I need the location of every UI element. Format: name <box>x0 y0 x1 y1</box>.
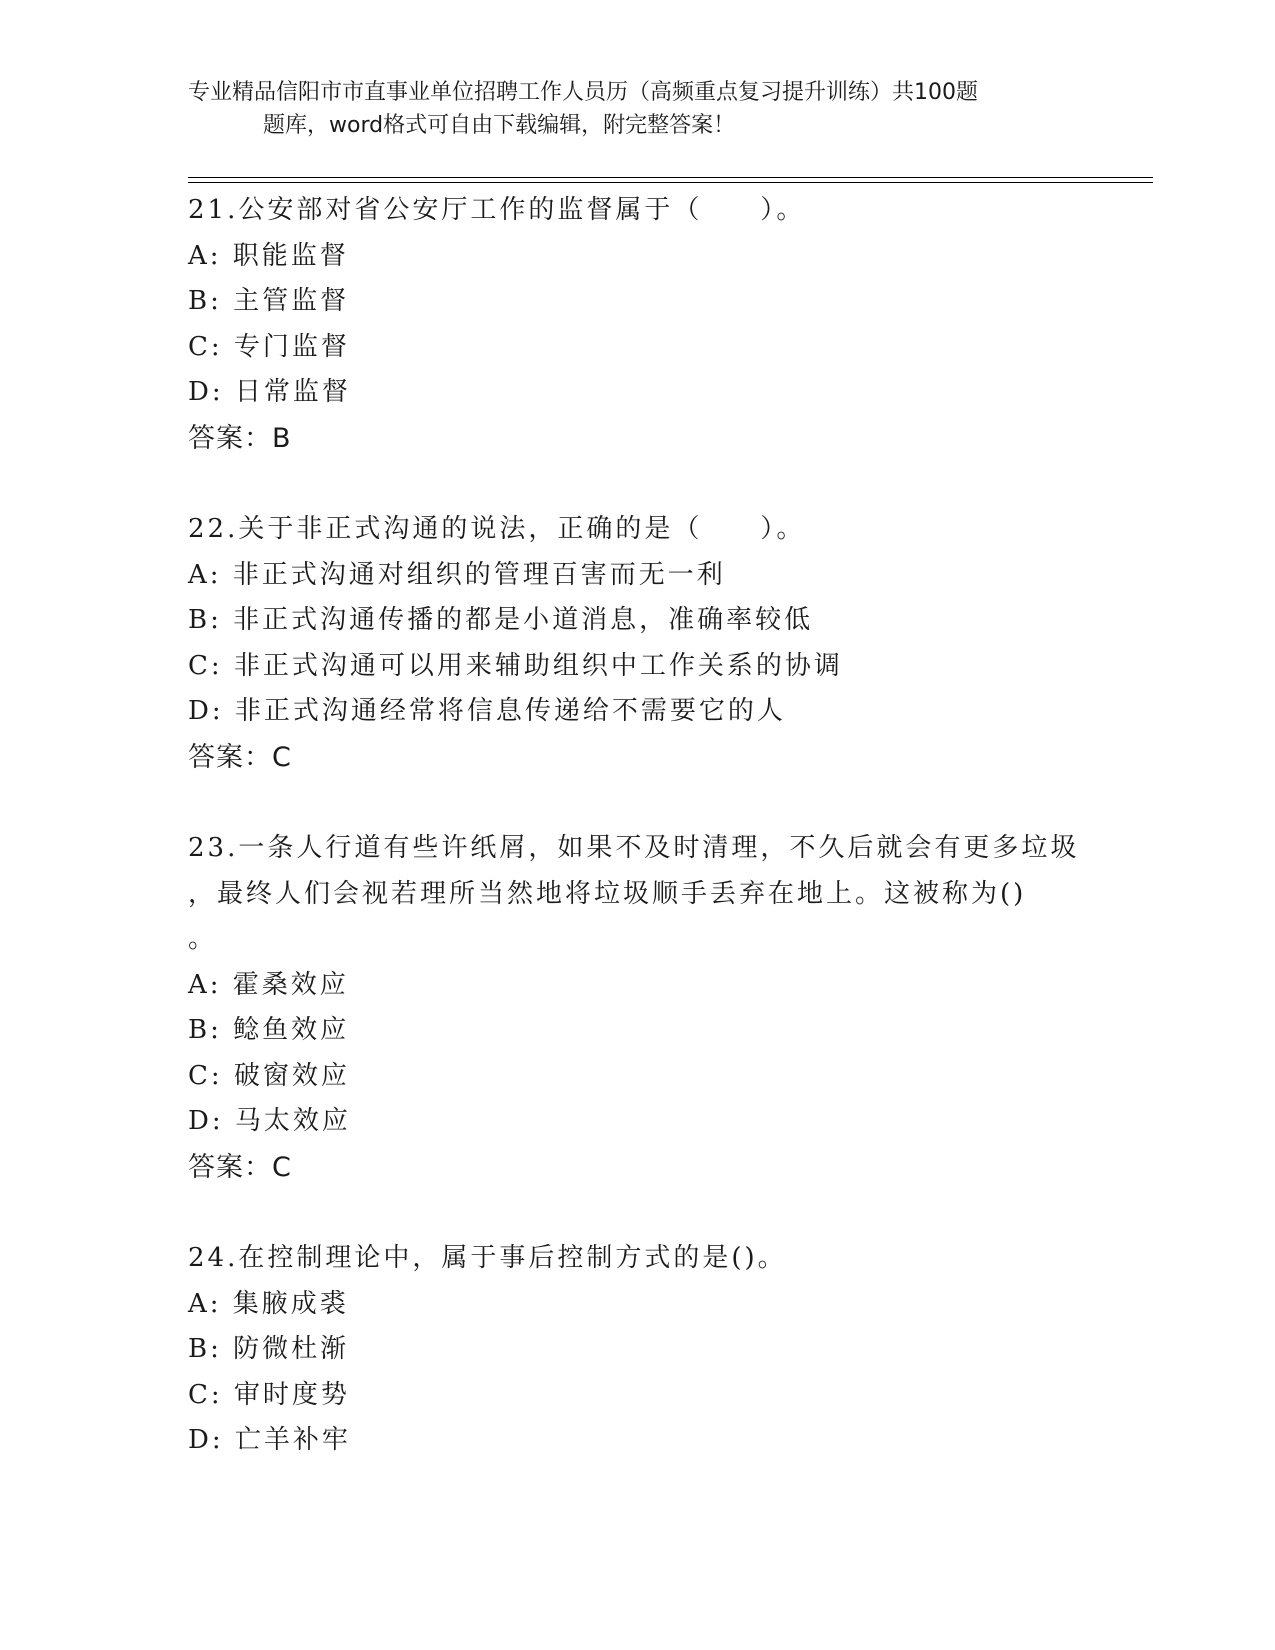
question-stem <box>188 188 1088 234</box>
option-b: B: 非正式沟通传播的都是小道消息，准确率较低 <box>188 605 814 635</box>
option-a: A: 集腋成裘 <box>188 1288 349 1319</box>
question-stem <box>188 507 1088 553</box>
option-d: D: 日常监督 <box>188 377 351 407</box>
option-b: B: 鲶鱼效应 <box>188 1015 350 1045</box>
option-b: B: 防微杜渐 <box>188 1334 350 1364</box>
option-d: D: 非正式沟通经常将信息传递给不需要它的人 <box>188 696 786 726</box>
question-stem-line: 24.在控制理论中，属于事后控制方式的是()。 <box>188 1243 787 1273</box>
question-23 <box>188 826 1088 1190</box>
header-divider-bottom <box>188 182 1153 183</box>
question-list <box>188 188 1088 1510</box>
option-d: D: 马太效应 <box>188 1106 351 1136</box>
option-b: B: 主管监督 <box>188 286 350 316</box>
question-stem-line: ，最终人们会视若理所当然地将垃圾顺手丢弃在地上。这被称为() <box>188 878 1027 909</box>
option-a: A: 霍桑效应 <box>188 969 349 1000</box>
answer-line: 答案：B <box>188 422 292 454</box>
header-title-line-2: 题库，word格式可自由下载编辑，附完整答案！ <box>263 113 736 138</box>
option-c: C: 专门监督 <box>188 331 350 362</box>
answer-line: 答案：C <box>188 741 292 773</box>
header-divider-top <box>188 177 1153 178</box>
question-stem-line: 22.关于非正式沟通的说法，正确的是（ ）。 <box>188 514 806 544</box>
option-d: D: 亡羊补牢 <box>188 1425 351 1455</box>
document-header <box>188 76 1088 142</box>
option-a: A: 职能监督 <box>188 240 349 271</box>
question-stem <box>188 1236 1088 1282</box>
option-a: A: 非正式沟通对组织的管理百害而无一利 <box>188 559 726 590</box>
question-stem-line: 21.公安部对省公安厅工作的监督属于（ ）。 <box>188 195 806 225</box>
option-c: C: 审时度势 <box>188 1379 350 1410</box>
question-22 <box>188 507 1088 780</box>
header-title-line-1: 专业精品信阳市市直事业单位招聘工作人员历（高频重点复习提升训练）共100题 <box>188 80 978 105</box>
option-c: C: 破窗效应 <box>188 1060 350 1091</box>
question-21 <box>188 188 1088 461</box>
answer-line: 答案：C <box>188 1151 292 1183</box>
question-24 <box>188 1236 1088 1464</box>
question-stem-line: 23.一条人行道有些许纸屑，如果不及时清理，不久后就会有更多垃圾 <box>188 833 1080 863</box>
option-c: C: 非正式沟通可以用来辅助组织中工作关系的协调 <box>188 650 843 681</box>
question-stem <box>188 826 1088 963</box>
question-stem-line: 。 <box>188 924 218 954</box>
